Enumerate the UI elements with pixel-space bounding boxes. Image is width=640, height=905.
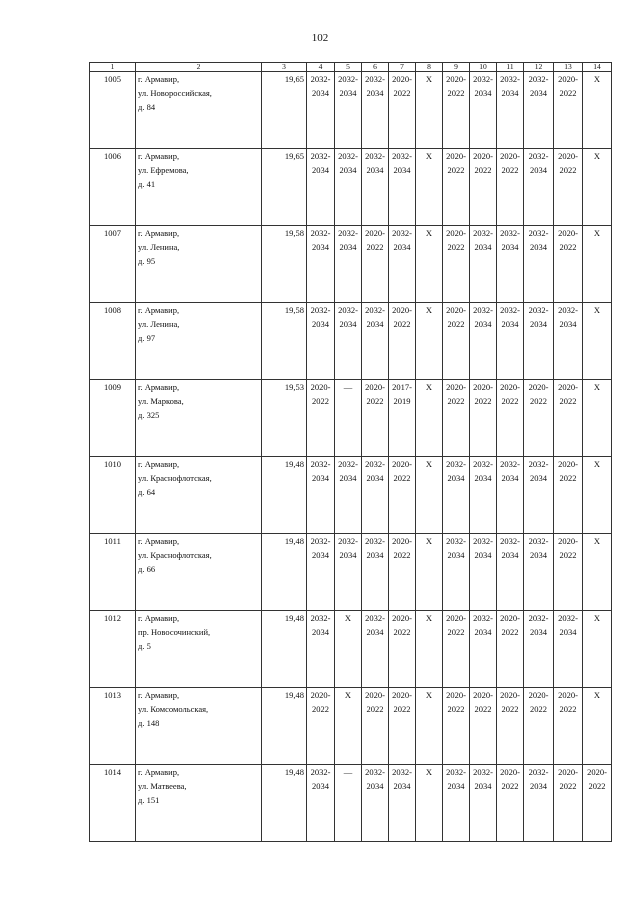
address-line: д. 95 bbox=[138, 256, 156, 266]
address-line: д. 66 bbox=[138, 564, 156, 574]
address-line: ул. Матвеева, bbox=[138, 781, 187, 791]
period-cell: 2032-2034 bbox=[524, 534, 554, 611]
period-cell: 2032-2034 bbox=[335, 72, 362, 149]
period-cell: 2032-2034 bbox=[335, 226, 362, 303]
column-number: 4 bbox=[307, 63, 335, 72]
column-number: 10 bbox=[470, 63, 497, 72]
table-row bbox=[90, 457, 612, 534]
period-cell: 2020-2022 bbox=[389, 303, 416, 380]
period-cell: 2032-2034 bbox=[524, 226, 554, 303]
period-cell: 2032-2034 bbox=[389, 149, 416, 226]
period-cell: 2032-2034 bbox=[497, 303, 524, 380]
column-number: 12 bbox=[524, 63, 554, 72]
period-cell: 2020-2022 bbox=[362, 226, 389, 303]
period-cell: 2020-2022 bbox=[497, 611, 524, 688]
period-cell: 2032-2034 bbox=[362, 303, 389, 380]
address-line: ул. Ленина, bbox=[138, 242, 180, 252]
period-cell: 2032-2034 bbox=[470, 457, 497, 534]
period-cell: 2032-2034 bbox=[335, 303, 362, 380]
period-cell: 2020-2022 bbox=[470, 149, 497, 226]
value-cell: 19,48 bbox=[262, 765, 307, 842]
period-cell: X bbox=[583, 611, 612, 688]
period-cell: 2032-2034 bbox=[307, 72, 335, 149]
period-cell: 2032-2034 bbox=[362, 611, 389, 688]
row-number: 1013 bbox=[90, 688, 136, 765]
period-cell: 2032-2034 bbox=[443, 534, 470, 611]
period-cell: 2020-2022 bbox=[443, 149, 470, 226]
address-cell bbox=[136, 72, 262, 149]
address-line: г. Армавир, bbox=[138, 613, 180, 623]
column-number: 6 bbox=[362, 63, 389, 72]
row-number: 1014 bbox=[90, 765, 136, 842]
period-cell: 2020-2022 bbox=[362, 688, 389, 765]
address-line: г. Армавир, bbox=[138, 536, 180, 546]
value-cell: 19,48 bbox=[262, 611, 307, 688]
address-cell bbox=[136, 688, 262, 765]
address-line: д. 325 bbox=[138, 410, 160, 420]
row-number: 1009 bbox=[90, 380, 136, 457]
column-number: 1 bbox=[90, 63, 136, 72]
period-cell: 2020-2022 bbox=[362, 380, 389, 457]
period-cell: X bbox=[583, 457, 612, 534]
period-cell: 2020-2022 bbox=[554, 149, 583, 226]
address-line: г. Армавир, bbox=[138, 74, 180, 84]
value-cell: 19,65 bbox=[262, 149, 307, 226]
table-row bbox=[90, 611, 612, 688]
row-number: 1011 bbox=[90, 534, 136, 611]
period-cell: 2032-2034 bbox=[307, 765, 335, 842]
period-cell: 2032-2034 bbox=[554, 303, 583, 380]
period-cell: X bbox=[416, 611, 443, 688]
period-cell: 2032-2034 bbox=[470, 765, 497, 842]
value-cell: 19,65 bbox=[262, 72, 307, 149]
period-cell: X bbox=[583, 149, 612, 226]
period-cell: 2020-2022 bbox=[554, 534, 583, 611]
row-number: 1007 bbox=[90, 226, 136, 303]
period-cell: 2020-2022 bbox=[389, 72, 416, 149]
period-cell: 2032-2034 bbox=[389, 226, 416, 303]
period-cell: — bbox=[335, 765, 362, 842]
address-cell bbox=[136, 534, 262, 611]
address-line: ул. Ленина, bbox=[138, 319, 180, 329]
period-cell: X bbox=[583, 534, 612, 611]
period-cell: 2020-2022 bbox=[524, 380, 554, 457]
address-line: пр. Новосочинский, bbox=[138, 627, 211, 637]
period-cell: X bbox=[416, 380, 443, 457]
period-cell: 2020-2022 bbox=[443, 688, 470, 765]
period-cell: X bbox=[583, 688, 612, 765]
period-cell: 2032-2034 bbox=[497, 534, 524, 611]
period-cell: 2020-2022 bbox=[497, 149, 524, 226]
period-cell: 2032-2034 bbox=[307, 611, 335, 688]
period-cell: 2020-2022 bbox=[443, 226, 470, 303]
period-cell: 2020-2022 bbox=[443, 380, 470, 457]
column-number: 5 bbox=[335, 63, 362, 72]
value-cell: 19,53 bbox=[262, 380, 307, 457]
address-line: г. Армавир, bbox=[138, 767, 180, 777]
period-cell: X bbox=[583, 72, 612, 149]
period-cell: 2032-2034 bbox=[524, 765, 554, 842]
column-number: 3 bbox=[262, 63, 307, 72]
period-cell: 2020-2022 bbox=[497, 688, 524, 765]
row-number: 1010 bbox=[90, 457, 136, 534]
period-cell: 2032-2034 bbox=[497, 457, 524, 534]
period-cell: 2020-2022 bbox=[389, 688, 416, 765]
period-cell: 2020-2022 bbox=[389, 611, 416, 688]
period-cell: X bbox=[416, 72, 443, 149]
address-cell bbox=[136, 149, 262, 226]
address-cell bbox=[136, 226, 262, 303]
period-cell: 2020-2022 bbox=[307, 380, 335, 457]
address-line: г. Армавир, bbox=[138, 459, 180, 469]
period-cell: 2020-2022 bbox=[554, 765, 583, 842]
address-line: д. 41 bbox=[138, 179, 156, 189]
period-cell: 2020-2022 bbox=[583, 765, 612, 842]
period-cell: 2032-2034 bbox=[307, 303, 335, 380]
address-cell bbox=[136, 611, 262, 688]
address-line: г. Армавир, bbox=[138, 151, 180, 161]
period-cell: 2032-2034 bbox=[554, 611, 583, 688]
column-number-row bbox=[90, 63, 612, 72]
period-cell: X bbox=[583, 380, 612, 457]
page-number: 102 bbox=[311, 32, 329, 44]
address-line: ул. Краснофлотская, bbox=[138, 473, 212, 483]
period-cell: 2020-2022 bbox=[497, 765, 524, 842]
period-cell: X bbox=[335, 688, 362, 765]
period-cell: 2032-2034 bbox=[307, 457, 335, 534]
period-cell: X bbox=[583, 303, 612, 380]
period-cell: 2032-2034 bbox=[470, 303, 497, 380]
period-cell: 2032-2034 bbox=[362, 149, 389, 226]
period-cell: X bbox=[416, 226, 443, 303]
table-row bbox=[90, 303, 612, 380]
address-line: ул. Ефремова, bbox=[138, 165, 189, 175]
period-cell: 2020-2022 bbox=[443, 72, 470, 149]
period-cell: 2032-2034 bbox=[524, 457, 554, 534]
address-cell bbox=[136, 380, 262, 457]
address-line: ул. Новороссийская, bbox=[138, 88, 212, 98]
period-cell: 2020-2022 bbox=[470, 688, 497, 765]
period-cell: 2020-2022 bbox=[554, 688, 583, 765]
period-cell: 2032-2034 bbox=[470, 72, 497, 149]
table-row bbox=[90, 226, 612, 303]
address-line: ул. Комсомольская, bbox=[138, 704, 209, 714]
period-cell: 2020-2022 bbox=[389, 457, 416, 534]
period-cell: 2032-2034 bbox=[307, 534, 335, 611]
period-cell: 2032-2034 bbox=[307, 149, 335, 226]
period-cell: X bbox=[335, 611, 362, 688]
period-cell: X bbox=[416, 149, 443, 226]
address-line: г. Армавир, bbox=[138, 228, 180, 238]
period-cell: 2020-2022 bbox=[307, 688, 335, 765]
period-cell: 2032-2034 bbox=[497, 226, 524, 303]
period-cell: 2020-2022 bbox=[443, 611, 470, 688]
period-cell: 2032-2034 bbox=[307, 226, 335, 303]
address-line: д. 148 bbox=[138, 718, 160, 728]
period-cell: 2032-2034 bbox=[335, 149, 362, 226]
address-line: ул. Краснофлотская, bbox=[138, 550, 212, 560]
period-cell: 2020-2022 bbox=[554, 380, 583, 457]
period-cell: 2020-2022 bbox=[470, 380, 497, 457]
address-line: г. Армавир, bbox=[138, 382, 180, 392]
period-cell: X bbox=[416, 688, 443, 765]
period-cell: 2020-2022 bbox=[389, 534, 416, 611]
period-cell: 2017-2019 bbox=[389, 380, 416, 457]
housing-registry-table bbox=[89, 62, 612, 842]
column-number: 14 bbox=[583, 63, 612, 72]
period-cell: 2032-2034 bbox=[335, 534, 362, 611]
table-row bbox=[90, 380, 612, 457]
period-cell: X bbox=[416, 303, 443, 380]
table-row bbox=[90, 72, 612, 149]
address-line: д. 64 bbox=[138, 487, 156, 497]
address-cell bbox=[136, 765, 262, 842]
period-cell: X bbox=[416, 534, 443, 611]
period-cell: 2032-2034 bbox=[443, 457, 470, 534]
period-cell: 2032-2034 bbox=[362, 534, 389, 611]
period-cell: 2032-2034 bbox=[389, 765, 416, 842]
column-number: 8 bbox=[416, 63, 443, 72]
column-number: 2 bbox=[136, 63, 262, 72]
value-cell: 19,48 bbox=[262, 688, 307, 765]
address-line: д. 97 bbox=[138, 333, 156, 343]
period-cell: X bbox=[416, 457, 443, 534]
period-cell: — bbox=[335, 380, 362, 457]
value-cell: 19,48 bbox=[262, 457, 307, 534]
period-cell: 2032-2034 bbox=[470, 611, 497, 688]
table-row bbox=[90, 149, 612, 226]
table-row bbox=[90, 688, 612, 765]
period-cell: 2032-2034 bbox=[362, 457, 389, 534]
period-cell: 2032-2034 bbox=[524, 72, 554, 149]
period-cell: 2032-2034 bbox=[470, 226, 497, 303]
period-cell: 2032-2034 bbox=[470, 534, 497, 611]
address-line: д. 151 bbox=[138, 795, 160, 805]
period-cell: 2032-2034 bbox=[497, 72, 524, 149]
period-cell: 2020-2022 bbox=[554, 226, 583, 303]
row-number: 1012 bbox=[90, 611, 136, 688]
address-line: г. Армавир, bbox=[138, 690, 180, 700]
period-cell: 2020-2022 bbox=[554, 72, 583, 149]
period-cell: X bbox=[416, 765, 443, 842]
period-cell: 2032-2034 bbox=[524, 149, 554, 226]
column-number: 9 bbox=[443, 63, 470, 72]
row-number: 1005 bbox=[90, 72, 136, 149]
period-cell: 2020-2022 bbox=[524, 688, 554, 765]
period-cell: 2032-2034 bbox=[524, 611, 554, 688]
address-line: д. 5 bbox=[138, 641, 151, 651]
period-cell: 2032-2034 bbox=[443, 765, 470, 842]
period-cell: 2032-2034 bbox=[362, 72, 389, 149]
address-line: ул. Маркова, bbox=[138, 396, 184, 406]
column-number: 13 bbox=[554, 63, 583, 72]
period-cell: 2032-2034 bbox=[362, 765, 389, 842]
period-cell: 2020-2022 bbox=[497, 380, 524, 457]
value-cell: 19,58 bbox=[262, 226, 307, 303]
table-row bbox=[90, 765, 612, 842]
column-number: 7 bbox=[389, 63, 416, 72]
column-number: 11 bbox=[497, 63, 524, 72]
value-cell: 19,58 bbox=[262, 303, 307, 380]
period-cell: X bbox=[583, 226, 612, 303]
period-cell: 2020-2022 bbox=[554, 457, 583, 534]
period-cell: 2020-2022 bbox=[443, 303, 470, 380]
row-number: 1006 bbox=[90, 149, 136, 226]
value-cell: 19,48 bbox=[262, 534, 307, 611]
address-line: г. Армавир, bbox=[138, 305, 180, 315]
period-cell: 2032-2034 bbox=[524, 303, 554, 380]
period-cell: 2032-2034 bbox=[335, 457, 362, 534]
address-cell bbox=[136, 303, 262, 380]
address-line: д. 84 bbox=[138, 102, 156, 112]
address-cell bbox=[136, 457, 262, 534]
row-number: 1008 bbox=[90, 303, 136, 380]
table-row bbox=[90, 534, 612, 611]
